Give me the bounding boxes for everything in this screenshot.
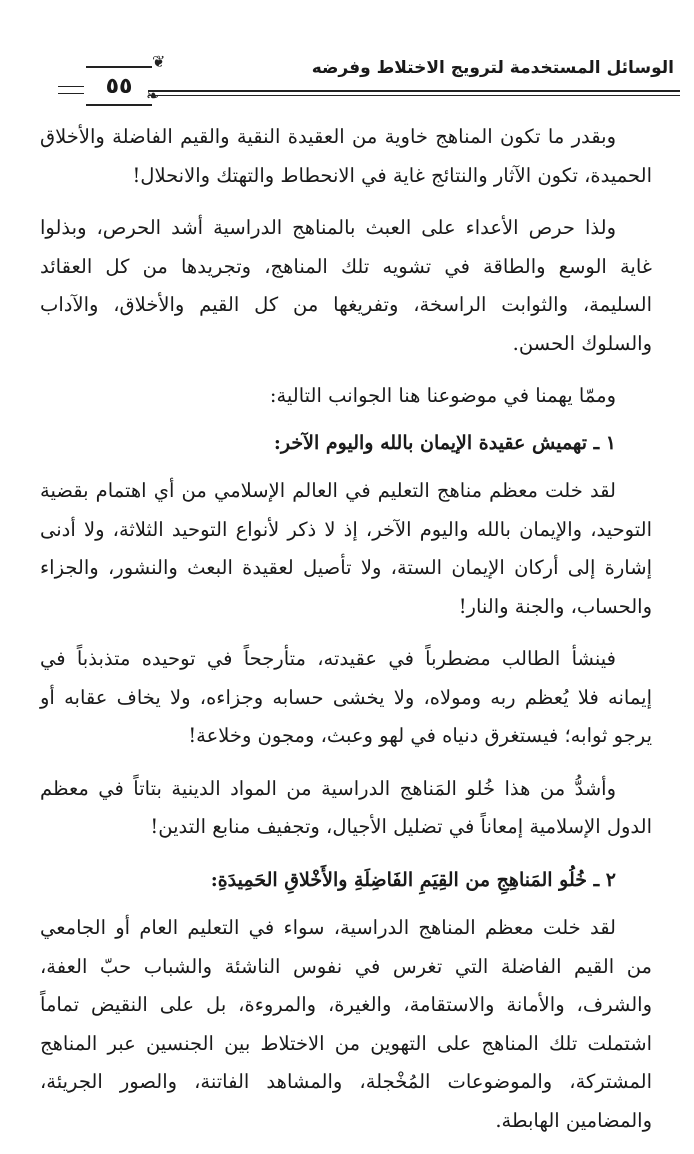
paragraph: وممّا يهمنا في موضوعنا هنا الجوانب التالية: xyxy=(269,384,616,407)
page-number-rule-top xyxy=(86,66,152,68)
paragraph: لقد خلت معظم مناهج التعليم في العالم الإسلامي من أي اهتمام بقضية التوحيد، والإيمان بالله واليوم الآخر، إذ لا ذكر لأنواع التوحيد الثلاثة، ولا أدنى إشارة إلى أركان الإيمان الستة، ولا تأصيل لعقيدة البعث والنشور، والجزاء والحساب، والجنة والنار! xyxy=(40,479,652,618)
header-rule xyxy=(148,90,680,92)
paragraph: وأشدُّ من هذا خُلو المَناهج الدراسية من المواد الدينية بتاتاً في معظم الدول الإسلامية إمعاناً في تضليل الأجيال، وتجفيف منابع التدين! xyxy=(40,776,652,838)
running-title: الوسائل المستخدمة لترويج الاختلاط وفرضه xyxy=(311,58,674,78)
paragraph: لقد خلت معظم المناهج الدراسية، سواء في التعليم العام أو الجامعي من القيم الفاضلة التي تغرس في نفوس الناشئة والشباب حبّ العفة، والشرف، والأمانة والاستقامة، والغيرة، والمروءة، بل على النقيض تماماً اشتملت تلك المناهج على التهوين من الاختلاط بين الجنسين عبر المناهج المشتركة، والموضوعات المُخْجلة، والمشاهد الفاتنة، والصور الجريئة، والمضامين الهابطة. xyxy=(40,916,652,1132)
paragraph: ولذا حرص الأعداء على العبث بالمناهج الدراسية أشد الحرص، وبذلوا غاية الوسع والطاقة في تشويه تلك المناهج، وتجريدها من كل العقائد السليمة، والثوابت الراسخة، وتفريغها من كل القيم والأخلاق، والآداب والسلوك الحسن. xyxy=(40,216,652,355)
section-heading-2: ٢ ـ خُلُو المَناهِجِ من القِيَمِ الفَاضِلَةِ والأَخْلاقِ الحَمِيدَةِ: xyxy=(210,868,616,891)
page-number-side-lines xyxy=(58,86,84,94)
section-heading-1: ١ ـ تهميش عقيدة الإيمان بالله واليوم الآخر: xyxy=(273,431,616,454)
page-number-box xyxy=(90,72,148,102)
page-number: ٥٥ xyxy=(105,74,133,99)
leaf-ornament-icon: ❦ xyxy=(152,52,166,71)
paragraph: وبقدر ما تكون المناهج خاوية من العقيدة النقية والقيم الفاضلة والأخلاق الحميدة، تكون الآثار والنتائج غاية في الانحطاط والتهتك والانحلال! xyxy=(40,125,652,187)
page-number-rule-bottom xyxy=(86,104,152,106)
leaf-ornament-icon: ❧ xyxy=(146,86,160,105)
paragraph: فينشأ الطالب مضطرباً في عقيدته، متأرجحاً في توحيده متذبذباً في إيمانه فلا يُعظم ربه ومولاه، ولا يخشى حسابه وجزاءه، ولا يخاف عقابه أو يرجو ثوابه؛ فيستغرق دنياه في لهو وعبث، ومجون وخلاعة! xyxy=(40,647,652,747)
page-header xyxy=(50,52,680,105)
page-body xyxy=(40,118,652,1154)
header-rule-thin xyxy=(148,95,680,96)
